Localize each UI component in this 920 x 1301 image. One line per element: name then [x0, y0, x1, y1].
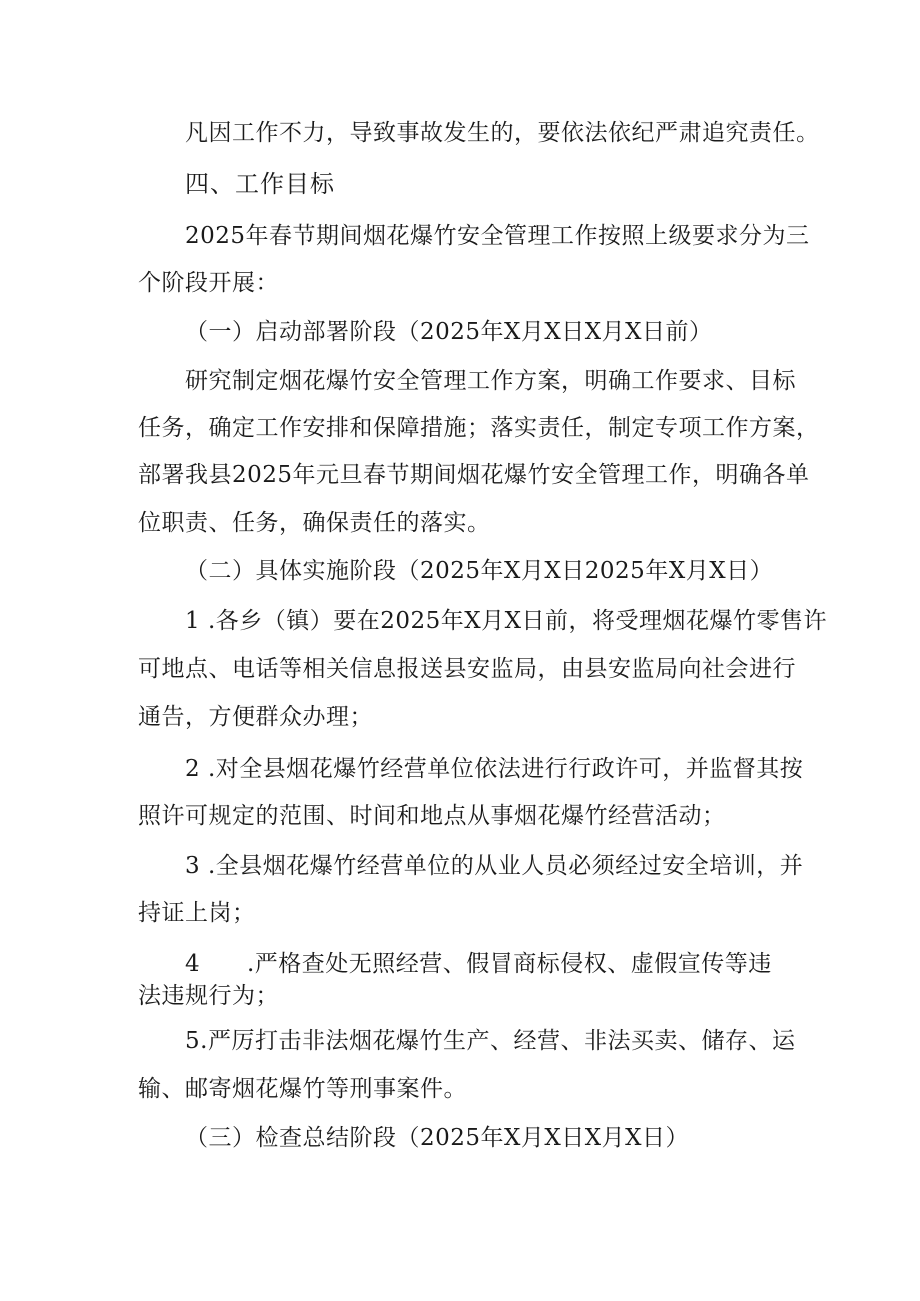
subsection-heading: （三）检查总结阶段（2025年X月X日X月X日） [185, 1125, 690, 1151]
paragraph-line: 1 .各乡（镇）要在2025年X月X日前，将受理烟花爆竹零售许 [185, 608, 828, 634]
paragraph-line: 输、邮寄烟花爆竹等刑事案件。 [138, 1076, 467, 1102]
paragraph-line: 照许可规定的范围、时间和地点从事烟花爆竹经营活动； [138, 803, 726, 829]
paragraph-line: 研究制定烟花爆竹安全管理工作方案，明确工作要求、目标 [185, 368, 796, 394]
section-heading: 四、工作目标 [185, 170, 335, 198]
paragraph-line: 通告，方便群众办理； [138, 704, 373, 730]
paragraph-line: 个阶段开展： [138, 270, 279, 296]
subsection-heading: （一）启动部署阶段（2025年X月X日X月X日前） [185, 319, 713, 345]
paragraph-line: 4 .严格查处无照经营、假冒商标侵权、虚假宣传等违 [185, 951, 772, 977]
paragraph-line: 凡因工作不力，导致事故发生的，要依法依纪严肃追究责任。 [185, 120, 820, 146]
paragraph-line: 持证上岗； [138, 900, 256, 926]
paragraph-line: 任务，确定工作安排和保障措施；落实责任，制定专项工作方案， [138, 415, 820, 441]
paragraph-line: 法违规行为； [138, 983, 279, 1009]
paragraph-line: 部署我县2025年元旦春节期间烟花爆竹安全管理工作，明确各单 [138, 462, 810, 488]
paragraph-line: 可地点、电话等相关信息报送县安监局，由县安监局向社会进行 [138, 656, 796, 682]
paragraph-line: 位职责、任务，确保责任的落实。 [138, 510, 491, 536]
paragraph-line: 3 .全县烟花爆竹经营单位的从业人员必须经过安全培训，并 [185, 853, 804, 879]
paragraph-line: 2025年春节期间烟花爆竹安全管理工作按照上级要求分为三 [185, 223, 810, 249]
paragraph-line: 5.严厉打击非法烟花爆竹生产、经营、非法买卖、储存、运 [185, 1028, 796, 1054]
subsection-heading: （二）具体实施阶段（2025年X月X日2025年X月X日） [185, 558, 774, 584]
paragraph-line: 2 .对全县烟花爆竹经营单位依法进行行政许可，并监督其按 [185, 756, 804, 782]
